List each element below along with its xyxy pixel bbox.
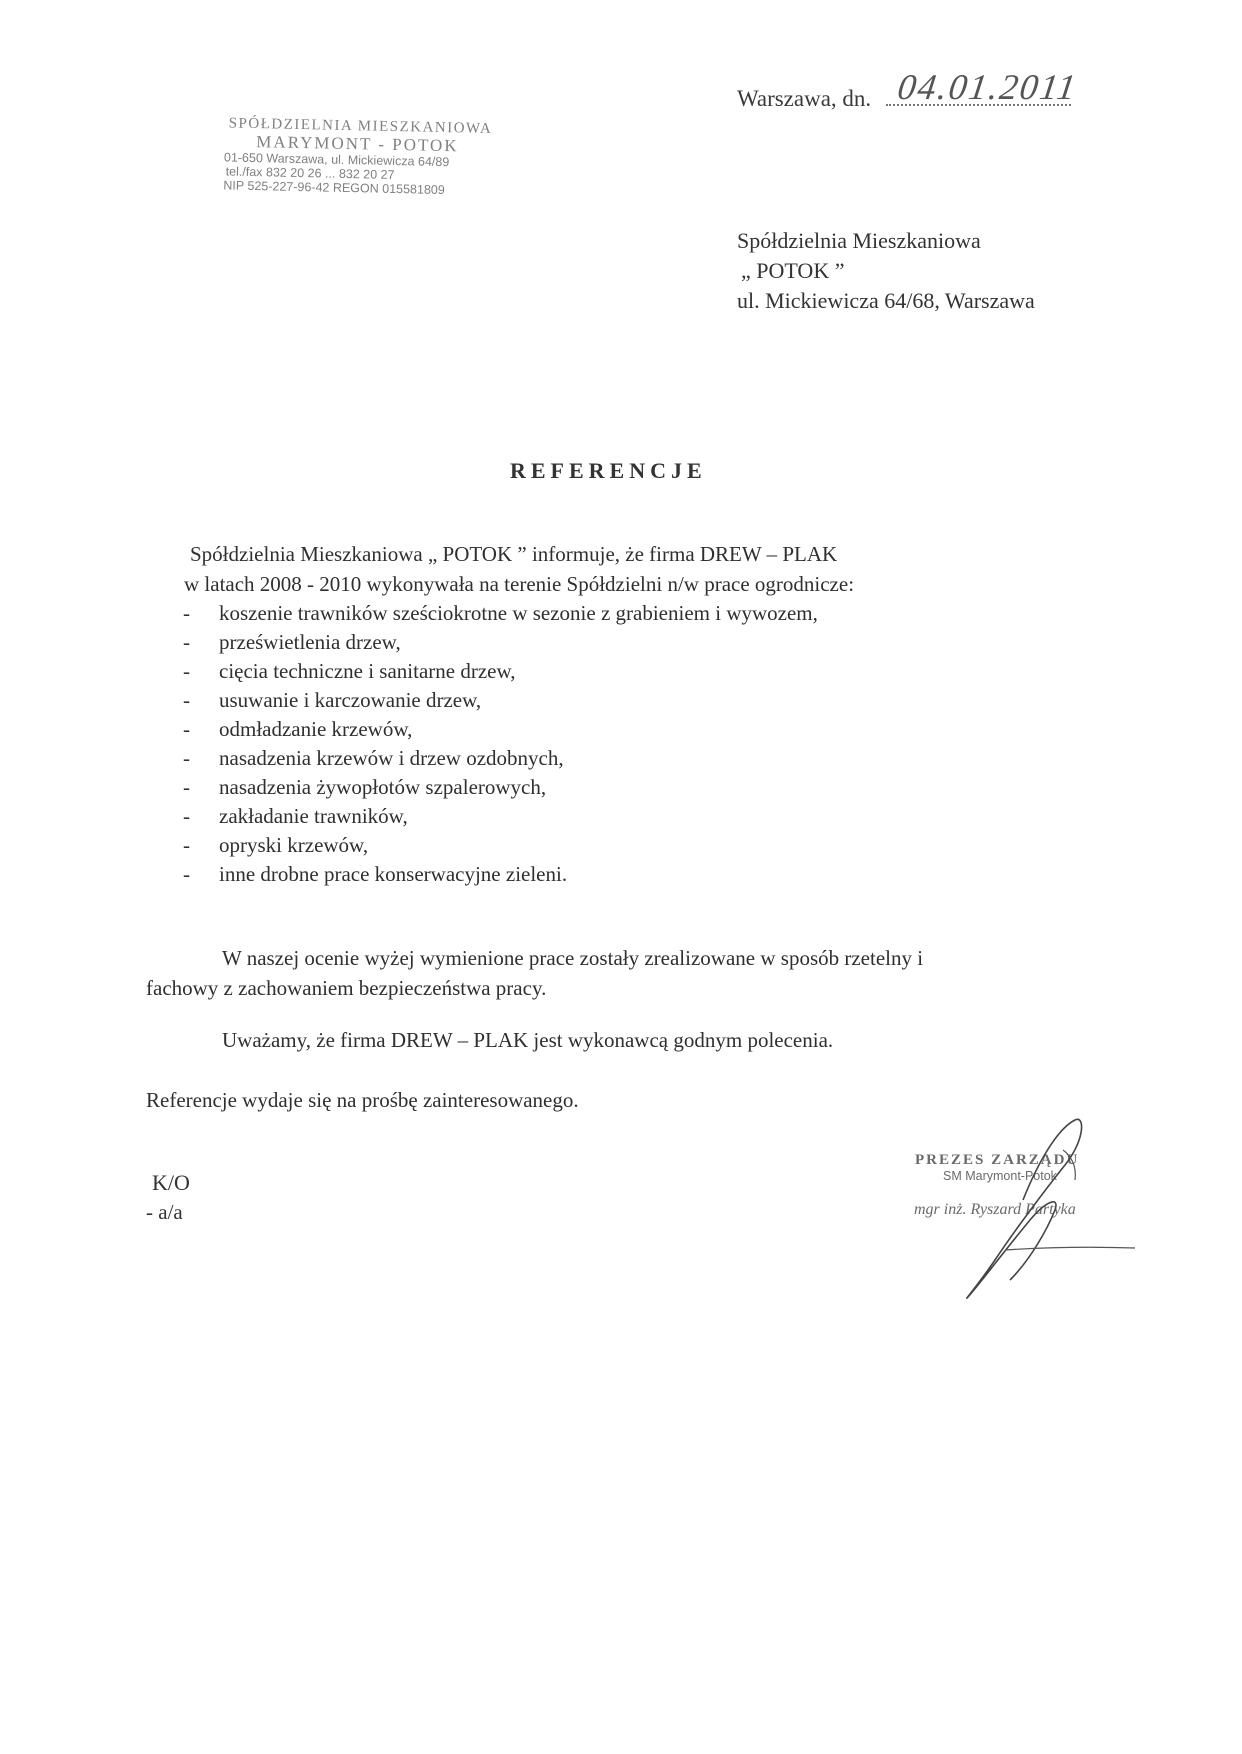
list-item bbox=[183, 833, 368, 858]
list-bullet: - bbox=[183, 717, 190, 741]
stamp-line-org: SPÓŁDZIELNIA MIESZKANIOWA bbox=[228, 115, 493, 138]
signature-stamp-name: mgr inż. Ryszard Partyka bbox=[914, 1201, 1076, 1218]
list-item bbox=[183, 775, 546, 800]
list-item-text: usuwanie i karczowanie drzew, bbox=[219, 688, 482, 712]
list-item bbox=[183, 659, 516, 684]
list-bullet: - bbox=[183, 775, 190, 799]
list-item-text: opryski krzewów, bbox=[219, 833, 369, 857]
intro-line-1: Spółdzielnia Mieszkaniowa „ POTOK ” informuje, że firma DREW – PLAK bbox=[190, 542, 838, 566]
handwritten-signature bbox=[935, 1110, 1165, 1310]
intro-line-2: w latach 2008 - 2010 wykonywała na terenie Spółdzielni n/w prace ogrodnicze: bbox=[184, 572, 855, 596]
recipient-line-1: Spółdzielnia Mieszkaniowa bbox=[737, 228, 981, 253]
list-item-text: koszenie trawników sześciokrotne w sezonie z grabieniem i wywozem, bbox=[219, 601, 818, 625]
stamp-line-nip: NIP 525-227-96-42 REGON 015581809 bbox=[223, 178, 445, 198]
assessment-line-1: W naszej ocenie wyżej wymienione prace zostały zrealizowane w sposób rzetelny i bbox=[222, 946, 924, 970]
list-bullet: - bbox=[183, 833, 190, 857]
recipient-line-3: ul. Mickiewicza 64/68, Warszawa bbox=[737, 288, 1035, 313]
list-bullet: - bbox=[183, 688, 190, 712]
list-item-text: nasadzenia żywopłotów szpalerowych, bbox=[219, 775, 547, 799]
document-title: REFERENCJE bbox=[510, 458, 707, 483]
list-item bbox=[183, 630, 401, 655]
stamp-line-name: MARYMONT - POTOK bbox=[256, 132, 459, 156]
stamp-line-phone: tel./fax 832 20 26 ... 832 20 27 bbox=[225, 164, 395, 182]
list-bullet: - bbox=[183, 804, 190, 828]
recipient-line-2: „ POTOK ” bbox=[741, 258, 845, 283]
assessment-line-2: fachowy z zachowaniem bezpieczeństwa pracy. bbox=[146, 976, 547, 1000]
letterhead-stamp bbox=[197, 115, 499, 198]
list-item-text: cięcia techniczne i sanitarne drzew, bbox=[219, 659, 516, 683]
list-bullet: - bbox=[183, 630, 190, 654]
recommendation-text: Uważamy, że firma DREW – PLAK jest wykonawcą godnym polecenia. bbox=[222, 1028, 834, 1052]
signature-stamp-title: PREZES ZARZĄDU bbox=[915, 1152, 1080, 1168]
list-bullet: - bbox=[183, 862, 190, 886]
list-item bbox=[183, 688, 481, 713]
place-label: Warszawa, dn. bbox=[737, 86, 872, 111]
list-item-text: zakładanie trawników, bbox=[219, 804, 408, 828]
list-item-text: inne drobne prace konserwacyjne zieleni. bbox=[219, 862, 568, 886]
list-bullet: - bbox=[183, 659, 190, 683]
closing-text: Referencje wydaje się na prośbę zainteresowanego. bbox=[146, 1088, 579, 1112]
aa-label: - a/a bbox=[146, 1200, 183, 1224]
signature-stamp-org: SM Marymont-Potok bbox=[943, 1169, 1057, 1183]
list-bullet: - bbox=[183, 746, 190, 770]
ko-label: K/O bbox=[152, 1170, 190, 1195]
list-item-text: prześwietlenia drzew, bbox=[219, 630, 401, 654]
list-item bbox=[183, 862, 567, 887]
list-item bbox=[183, 717, 412, 742]
list-item bbox=[183, 804, 408, 829]
list-item bbox=[183, 601, 818, 626]
list-item-text: odmładzanie krzewów, bbox=[219, 717, 413, 741]
list-item-text: nasadzenia krzewów i drzew ozdobnych, bbox=[219, 746, 564, 770]
list-bullet: - bbox=[183, 601, 190, 625]
stamp-line-address: 01-650 Warszawa, ul. Mickiewicza 64/89 bbox=[223, 150, 450, 170]
handwritten-date: 04.01.2011 bbox=[895, 67, 1081, 107]
list-item bbox=[183, 746, 564, 771]
